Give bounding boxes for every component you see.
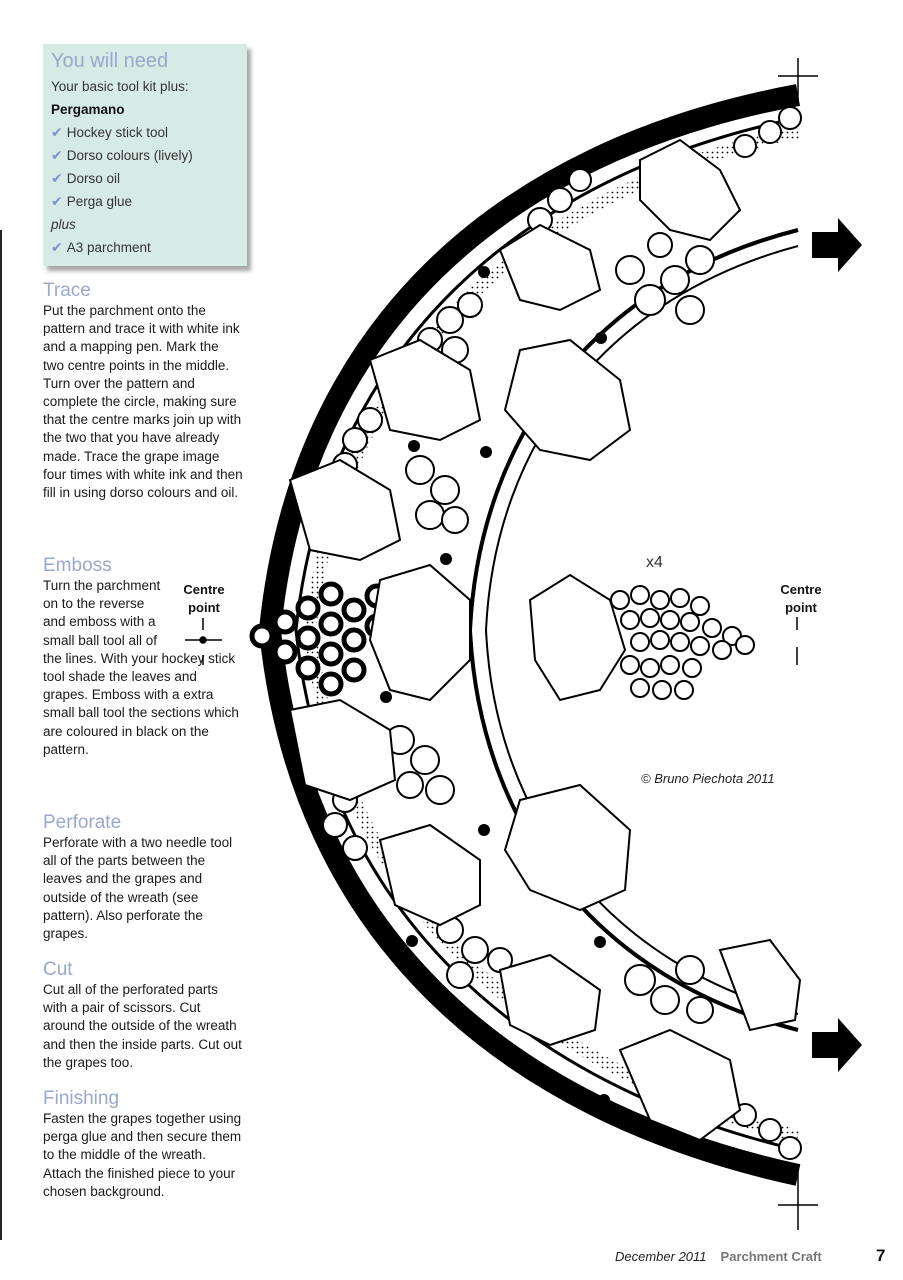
plus-label: plus <box>51 217 76 232</box>
you-will-need-title: You will need <box>51 50 169 72</box>
need-item: ✔ Dorso colours (lively) <box>51 147 193 163</box>
cut-body: Cut all of the perforated parts with a pair of scissors. Cut around the outside of the wreath and then the inside parts. Cut out the grapes too. <box>43 982 242 1070</box>
check-icon: ✔ <box>51 239 63 255</box>
perforate-heading: Perforate <box>43 812 122 833</box>
trace-body: Put the parchment onto the pattern and trace it with white ink and a mapping pen. Mark the two centre points in the middle. Turn over the pattern and complete the circle, making sure that the centre marks join up with the two that you have already made. Trace the grape image four times with white ink and then fill in using dorso colours and oil. <box>43 303 243 501</box>
finishing-heading: Finishing <box>43 1088 120 1109</box>
centre-point-label-right: Centre point <box>780 582 822 615</box>
emboss-body: the lines. With your hockey stick tool shade the leaves and grapes. Emboss with a extra small ball tool the sections which are coloured in black on the pattern. <box>43 650 239 757</box>
need-item: ✔ Perga glue <box>51 193 133 209</box>
page-footer <box>615 1249 822 1264</box>
magazine-name: Parchment Craft <box>720 1249 822 1264</box>
brand-name: Pergamano <box>51 102 125 117</box>
finishing-body: Fasten the grapes together using perga glue and then secure them to the middle of the wreath. Attach the finished piece to your chosen background. <box>43 1111 242 1199</box>
need-item: ✔ Hockey stick tool <box>51 124 169 140</box>
motif-multiplier: x4 <box>646 554 663 571</box>
check-icon: ✔ <box>51 147 63 163</box>
check-icon: ✔ <box>51 193 63 209</box>
need-item: ✔ Dorso oil <box>51 170 121 186</box>
trace-heading: Trace <box>43 280 91 301</box>
cut-heading: Cut <box>43 959 73 980</box>
arrow-right-icon <box>812 1018 862 1072</box>
issue-date: December 2011 <box>615 1249 707 1264</box>
check-icon: ✔ <box>51 124 63 140</box>
arrow-right-icon <box>812 218 862 272</box>
copyright-notice: © Bruno Piechota 2011 <box>641 771 775 786</box>
grape-motif <box>530 575 754 700</box>
centre-point-label-left: Centre point <box>183 582 225 615</box>
perforate-body: Perforate with a two needle tool all of the parts between the leaves and the grapes and outside of the wreath (see pattern). Also perforate the grapes. <box>43 835 233 942</box>
page-number: 7 <box>876 1246 886 1265</box>
emboss-heading: Emboss <box>43 555 112 576</box>
need-item-extra: ✔ A3 parchment <box>51 239 151 255</box>
tool-kit-intro: Your basic tool kit plus: <box>51 79 189 94</box>
check-icon: ✔ <box>51 170 63 186</box>
emboss-body-narrow: Turn the parchment on to the reverse and emboss with a small ball tool all of <box>43 578 161 648</box>
